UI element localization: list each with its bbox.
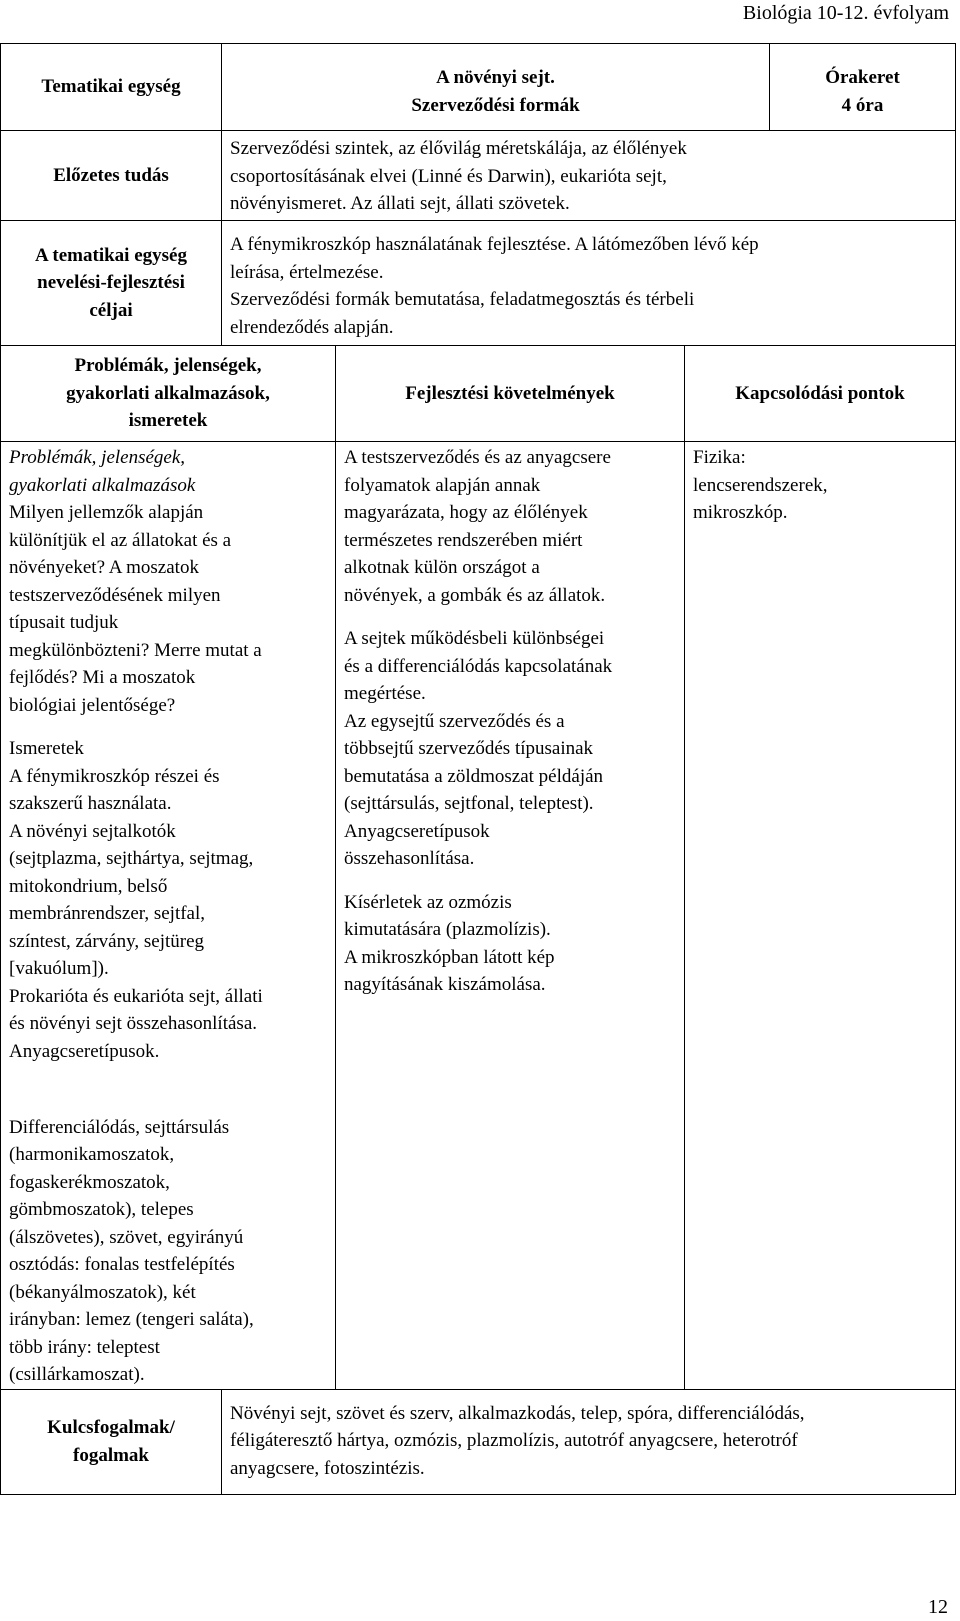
problem-line: biológiai jelentősége? <box>9 694 176 716</box>
knowledge-line: gömbmoszatok), telepes <box>9 1199 194 1220</box>
celjai-line: A tematikai egység <box>35 244 187 266</box>
keyword-line: anyagcsere, fotoszintézis. <box>230 1457 425 1479</box>
page-header: Biológia 10-12. évfolyam <box>742 2 949 24</box>
knowledge-line: (békanyálmoszatok), két <box>9 1281 196 1303</box>
prior-line: növényismeret. Az állati sejt, állati szövetek. <box>230 193 570 214</box>
curriculum-table <box>0 43 956 1495</box>
knowledge-line: több irány: teleptest <box>9 1336 160 1358</box>
knowledge-line: (sejtplazma, sejthártya, sejtmag, <box>9 848 254 869</box>
knowledge-line: (harmonikamoszatok, <box>9 1144 175 1165</box>
requirements-cell <box>336 442 685 1390</box>
prior-knowledge <box>222 131 956 221</box>
kulcsfogalmak-line: Kulcsfogalmak/ <box>47 1417 175 1438</box>
column-header-connections: Kapcsolódási pontok <box>685 346 956 442</box>
col1-line: gyakorlati alkalmazások, <box>66 382 270 404</box>
requirement-line: Kísérletek az ozmózis <box>344 891 512 913</box>
knowledge-line: (csillárkamoszat). <box>9 1364 145 1385</box>
col1-line: Problémák, jelenségek, <box>74 355 262 377</box>
prior-line: Szerveződési szintek, az élővilág méretskálája, az élőlények <box>230 138 687 159</box>
requirement-line: (sejttársulás, sejtfonal, teleptest). <box>344 793 594 814</box>
column-header-problems <box>1 346 336 442</box>
connection-line: Fizika: <box>693 447 746 468</box>
knowledge-line: fogaskerékmoszatok, <box>9 1171 170 1193</box>
goal-line: A fénymikroszkóp használatának fejlesztése. A látómezőben lévő kép <box>230 234 759 255</box>
knowledge-line: membránrendszer, sejtfal, <box>9 903 206 924</box>
requirement-line: és a differenciálódás kapcsolatának <box>344 655 613 677</box>
celjai-line: nevelési-fejlesztési <box>37 272 185 294</box>
requirement-line: alkotnak külön országot a <box>344 557 540 578</box>
requirement-line: természetes rendszerében miért <box>344 529 583 551</box>
label-elozetes-tudas: Előzetes tudás <box>1 131 222 221</box>
requirement-line: Az egysejtű szerveződés és a <box>344 710 565 732</box>
unit-title-line2: Szerveződési formák <box>411 94 580 116</box>
unit-title <box>222 44 770 131</box>
requirement-line: A mikroszkópban látott kép <box>344 946 555 968</box>
problem-line: testszerveződésének milyen <box>9 584 221 606</box>
connection-line: mikroszkóp. <box>693 502 788 523</box>
problem-line: megkülönbözteni? Merre mutat a <box>9 639 262 661</box>
requirement-line: Anyagcseretípusok <box>344 820 490 842</box>
keywords <box>222 1389 956 1494</box>
knowledge-heading: Ismeretek <box>9 738 84 759</box>
requirement-line: magyarázata, hogy az élőlények <box>344 502 588 523</box>
knowledge-line: A növényi sejtalkotók <box>9 820 176 842</box>
knowledge-line: A fénymikroszkóp részei és <box>9 765 220 787</box>
knowledge-line: Anyagcseretípusok. <box>9 1040 160 1062</box>
label-kulcsfogalmak <box>1 1389 222 1494</box>
col1-line: ismeretek <box>128 410 208 432</box>
knowledge-line: (álszövetes), szövet, egyirányú <box>9 1226 244 1248</box>
goals <box>222 221 956 346</box>
label-celjai <box>1 221 222 346</box>
connections-cell <box>685 442 956 1390</box>
knowledge-line: osztódás: fonalas testfelépítés <box>9 1254 235 1275</box>
knowledge-line: irányban: lemez (tengeri saláta), <box>9 1309 254 1330</box>
requirement-line: A testszerveződés és az anyagcsere <box>344 447 611 468</box>
hours-value: 4 óra <box>841 94 884 116</box>
celjai-line: céljai <box>89 299 133 321</box>
problem-line: fejlődés? Mi a moszatok <box>9 667 196 688</box>
problem-line: növényeket? A moszatok <box>9 557 199 578</box>
column-header-requirements: Fejlesztési követelmények <box>336 346 685 442</box>
keyword-line: féligáteresztő hártya, ozmózis, plazmolízis, autotróf anyagcsere, heterotróf <box>230 1430 798 1451</box>
requirement-line: A sejtek működésbeli különbségei <box>344 628 605 649</box>
requirement-line: összehasonlítása. <box>344 848 475 869</box>
requirement-line: megértése. <box>344 683 426 704</box>
problems-heading: Problémák, jelenségek, <box>9 447 186 468</box>
problems-heading: gyakorlati alkalmazások <box>9 474 196 496</box>
requirement-line: többsejtű szerveződés típusainak <box>344 738 594 759</box>
connection-line: lencserendszerek, <box>693 474 828 496</box>
goal-line: Szerveződési formák bemutatása, feladatmegosztás és térbeli <box>230 289 695 310</box>
requirement-line: folyamatok alapján annak <box>344 474 541 496</box>
knowledge-line: szakszerű használata. <box>9 793 172 814</box>
knowledge-line: Differenciálódás, sejttársulás <box>9 1116 230 1138</box>
requirement-line: növények, a gombák és az állatok. <box>344 584 606 606</box>
keyword-line: Növényi sejt, szövet és szerv, alkalmazkodás, telep, spóra, differenciálódás, <box>230 1402 805 1424</box>
hours-cell <box>770 44 956 131</box>
kulcsfogalmak-line: fogalmak <box>73 1444 149 1466</box>
knowledge-line: és növényi sejt összehasonlítása. <box>9 1013 258 1034</box>
problem-line: Milyen jellemzők alapján <box>9 502 204 523</box>
label-tematikai-egyseg: Tematikai egység <box>1 44 222 131</box>
problems-cell-continued <box>1 1100 336 1390</box>
page-number: 12 <box>928 1596 948 1618</box>
requirement-line: bemutatása a zöldmoszat példáján <box>344 765 604 787</box>
knowledge-line: Prokarióta és eukarióta sejt, állati <box>9 985 263 1007</box>
knowledge-line: mitokondrium, belső <box>9 875 168 897</box>
prior-line: csoportosításának elvei (Linné és Darwin), eukarióta sejt, <box>230 165 667 187</box>
knowledge-line: színtest, zárvány, sejtüreg <box>9 930 205 952</box>
requirement-line: kimutatására (plazmolízis). <box>344 919 551 940</box>
problem-line: különítjük el az állatokat és a <box>9 529 232 551</box>
problems-cell <box>1 442 336 1100</box>
goal-line: elrendeződés alapján. <box>230 316 394 338</box>
unit-title-line1: A növényi sejt. <box>436 67 555 88</box>
problem-line: típusait tudjuk <box>9 612 119 633</box>
knowledge-line: [vakuólum]). <box>9 958 109 979</box>
requirement-line: nagyításának kiszámolása. <box>344 974 546 995</box>
label-orakeret: Órakeret <box>825 67 900 88</box>
goal-line: leírása, értelmezése. <box>230 261 384 283</box>
